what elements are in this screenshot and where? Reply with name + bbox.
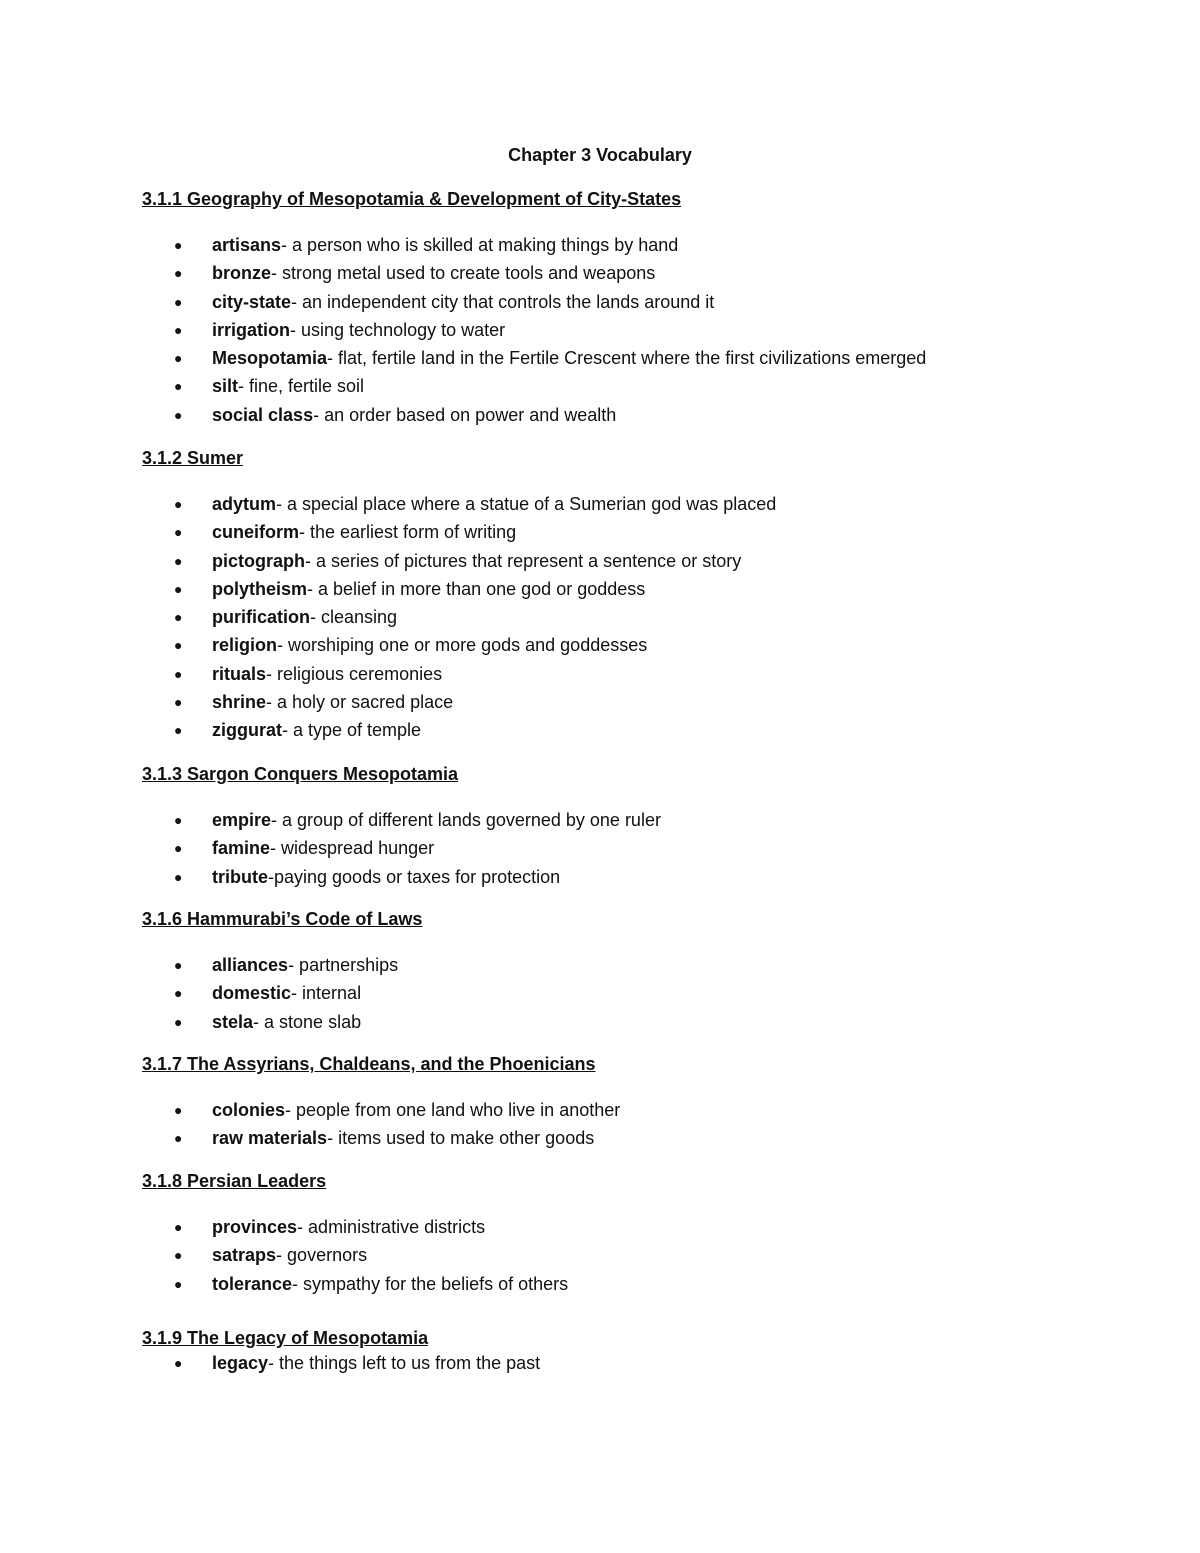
term: irrigation <box>212 319 291 340</box>
definition: - widespread hunger <box>270 838 435 859</box>
bullet-icon: ● <box>174 1247 183 1264</box>
term: social class <box>212 404 314 425</box>
bullet-icon: ● <box>174 524 183 541</box>
bullet-icon: ● <box>174 1013 183 1030</box>
term: pictograph <box>212 550 305 571</box>
section-legacy <box>142 1327 1102 1377</box>
list-item <box>142 316 1102 344</box>
list-item <box>142 1241 1102 1269</box>
list-item <box>142 834 1102 862</box>
bullet-icon: ● <box>174 1130 183 1147</box>
definition: - a series of pictures that represent a sentence or story <box>305 550 742 571</box>
definition: - a belief in more than one god or goddess <box>307 578 646 599</box>
list-item <box>142 259 1102 287</box>
term: city-state <box>212 291 292 312</box>
bullet-icon: ● <box>174 665 183 682</box>
term-list <box>142 806 1102 891</box>
term-list <box>142 951 1102 1036</box>
term: raw materials <box>212 1128 328 1149</box>
definition: - internal <box>291 983 362 1004</box>
bullet-icon: ● <box>174 694 183 711</box>
term: tribute <box>212 866 268 887</box>
definition: - fine, fertile soil <box>238 376 365 397</box>
list-item <box>142 660 1102 688</box>
definition: - the things left to us from the past <box>268 1353 541 1373</box>
bullet-icon: ● <box>174 321 183 338</box>
section-hammurabi <box>142 908 1102 1036</box>
bullet-icon: ● <box>174 637 183 654</box>
bullet-icon: ● <box>174 350 183 367</box>
term: ziggurat <box>212 720 282 741</box>
definition: - worshiping one or more gods and goddesses <box>277 635 648 656</box>
list-item <box>142 1349 1102 1377</box>
term: silt <box>212 376 239 397</box>
list-item <box>142 1008 1102 1036</box>
term: stela <box>212 1011 254 1032</box>
definition: - a group of different lands governed by one ruler <box>271 810 661 830</box>
term: cuneiform <box>212 522 300 543</box>
definition: - the earliest form of writing <box>299 522 517 543</box>
list-item <box>142 716 1102 744</box>
bullet-icon: ● <box>174 237 183 253</box>
list-item <box>142 1096 1102 1124</box>
bullet-icon: ● <box>174 812 183 828</box>
bullet-icon: ● <box>174 406 183 423</box>
term: adytum <box>212 494 277 514</box>
bullet-icon: ● <box>174 378 183 395</box>
bullet-icon: ● <box>174 722 183 739</box>
term: religion <box>212 635 278 656</box>
bullet-icon: ● <box>174 609 183 626</box>
definition: - a type of temple <box>282 720 422 741</box>
section-geography <box>142 188 1102 429</box>
section-sargon <box>142 763 1102 891</box>
term: tolerance <box>212 1273 293 1294</box>
bullet-icon: ● <box>174 957 183 973</box>
list-item <box>142 951 1102 979</box>
term: domestic <box>212 983 292 1004</box>
definition: - a special place where a statue of a Sumerian god was placed <box>276 494 777 514</box>
list-item <box>142 1213 1102 1241</box>
definition: - a person who is skilled at making things by hand <box>281 235 679 255</box>
section-heading: 3.1.3 Sargon Conquers Mesopotamia <box>142 764 459 784</box>
list-item <box>142 288 1102 316</box>
list-item <box>142 344 1102 372</box>
bullet-icon: ● <box>174 1355 183 1371</box>
bullet-icon: ● <box>174 1219 183 1235</box>
bullet-icon: ● <box>174 265 183 282</box>
term-list <box>142 1349 1102 1377</box>
list-item <box>142 1270 1102 1298</box>
definition: - items used to make other goods <box>327 1128 595 1149</box>
term: bronze <box>212 263 272 284</box>
list-item <box>142 688 1102 716</box>
term: Mesopotamia <box>212 348 328 369</box>
term: shrine <box>212 692 267 713</box>
bullet-icon: ● <box>174 580 183 597</box>
section-heading: 3.1.1 Geography of Mesopotamia & Development of City-States <box>142 189 682 209</box>
document-title: Chapter 3 Vocabulary <box>508 145 692 165</box>
term: rituals <box>212 663 267 684</box>
list-item <box>142 806 1102 834</box>
section-heading: 3.1.9 The Legacy of Mesopotamia <box>142 1328 429 1348</box>
list-item <box>142 603 1102 631</box>
bullet-icon: ● <box>174 552 183 569</box>
term-list <box>142 1096 1102 1153</box>
section-sumer <box>142 447 1102 745</box>
term-list <box>142 231 1102 429</box>
definition: - a stone slab <box>253 1011 362 1032</box>
list-item <box>142 401 1102 429</box>
bullet-icon: ● <box>174 985 183 1002</box>
definition: - cleansing <box>310 607 398 628</box>
bullet-icon: ● <box>174 868 183 885</box>
term: provinces <box>212 1217 298 1237</box>
list-item <box>142 631 1102 659</box>
definition: - flat, fertile land in the Fertile Crescent where the first civilizations emerged <box>327 348 927 369</box>
bullet-icon: ● <box>174 293 183 310</box>
definition: - partnerships <box>288 955 399 975</box>
list-item <box>142 1124 1102 1152</box>
definition: - governors <box>276 1245 368 1266</box>
section-heading: 3.1.8 Persian Leaders <box>142 1171 327 1191</box>
bullet-icon: ● <box>174 496 183 512</box>
definition: - strong metal used to create tools and weapons <box>271 263 656 284</box>
definition: - people from one land who live in another <box>285 1100 621 1120</box>
term: famine <box>212 838 271 859</box>
list-item <box>142 979 1102 1007</box>
term: legacy <box>212 1353 269 1373</box>
list-item <box>142 231 1102 259</box>
term-list <box>142 490 1102 745</box>
list-item <box>142 575 1102 603</box>
bullet-icon: ● <box>174 1275 183 1292</box>
section-assyrians <box>142 1053 1102 1153</box>
section-heading: 3.1.6 Hammurabi’s Code of Laws <box>142 909 423 929</box>
definition: - sympathy for the beliefs of others <box>292 1273 569 1294</box>
bullet-icon: ● <box>174 1102 183 1118</box>
section-heading: 3.1.2 Sumer <box>142 448 244 468</box>
term: colonies <box>212 1100 286 1120</box>
term: satraps <box>212 1245 277 1266</box>
term: alliances <box>212 955 289 975</box>
definition: - using technology to water <box>290 319 506 340</box>
term: empire <box>212 810 272 830</box>
definition: - an independent city that controls the lands around it <box>291 291 715 312</box>
bullet-icon: ● <box>174 840 183 857</box>
list-item <box>142 518 1102 546</box>
term: polytheism <box>212 578 308 599</box>
section-persian <box>142 1170 1102 1298</box>
list-item <box>142 490 1102 518</box>
list-item <box>142 863 1102 891</box>
list-item <box>142 372 1102 400</box>
definition: - a holy or sacred place <box>266 692 454 713</box>
section-heading: 3.1.7 The Assyrians, Chaldeans, and the Phoenicians <box>142 1054 596 1074</box>
term: purification <box>212 607 310 628</box>
term: artisans <box>212 235 282 255</box>
definition: - religious ceremonies <box>266 663 443 684</box>
definition: - administrative districts <box>297 1217 486 1237</box>
term-list <box>142 1213 1102 1298</box>
definition: - an order based on power and wealth <box>313 404 617 425</box>
list-item <box>142 547 1102 575</box>
definition: -paying goods or taxes for protection <box>268 866 561 887</box>
